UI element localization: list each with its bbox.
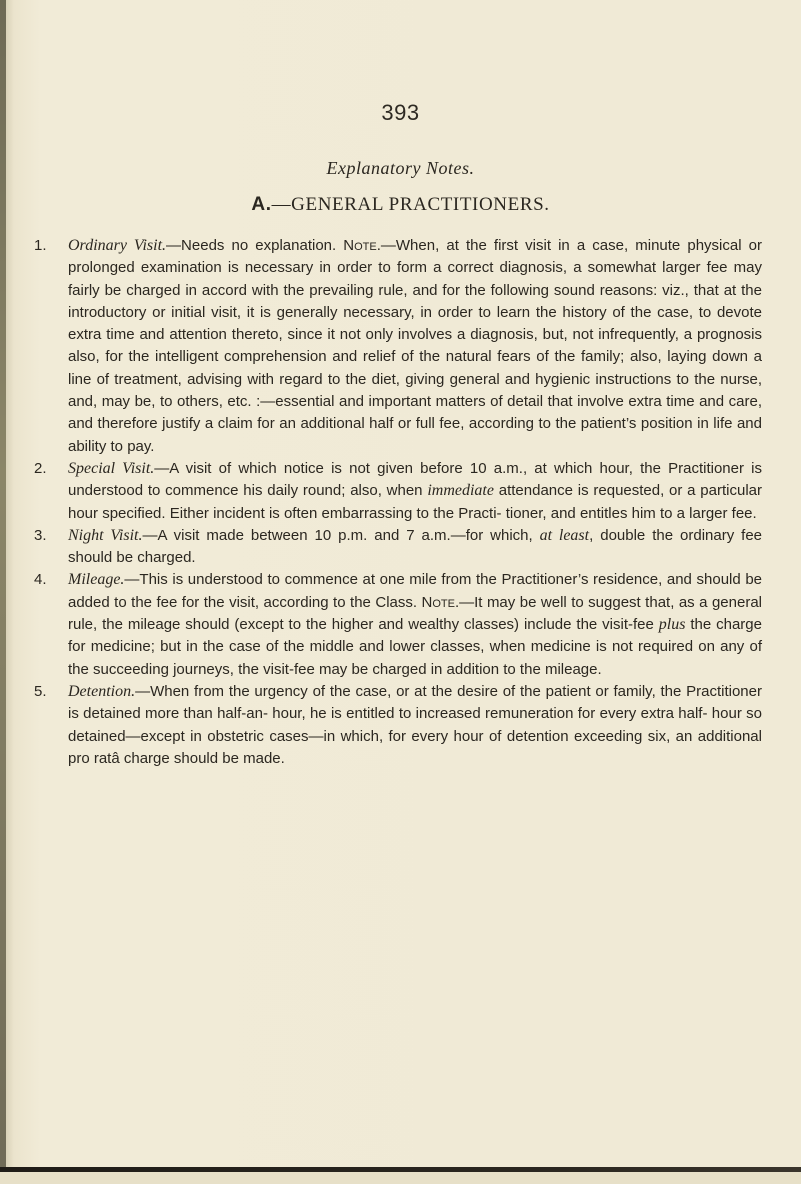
note-item bbox=[34, 235, 762, 458]
note-text: —This is understood to commence at one mile from the Practitioner’s residence, and should be added to the fee for the visit, according to the Class. bbox=[68, 571, 762, 611]
note-text: attendance is requested, or a particular hour specified. Either incident is often embarrassing to the Practi- tioner, and entitles him to a larger fee. bbox=[68, 482, 762, 522]
note-title: Special Visit. bbox=[68, 459, 155, 477]
page-number: 393 bbox=[381, 100, 420, 125]
note-label: Note bbox=[343, 237, 377, 254]
note-title: Detention. bbox=[68, 682, 136, 700]
section-heading bbox=[0, 194, 801, 216]
note-title: Ordinary Visit. bbox=[68, 237, 167, 254]
page-title: Explanatory Notes. bbox=[326, 158, 475, 178]
note-number: 1. bbox=[34, 237, 47, 254]
note-item bbox=[34, 525, 763, 570]
note-text: .—When, at the first visit in a case, minute physical or prolonged examination is necessary in order to form a correct diagnosis, a somewhat larger fee may fairly be charged in accord with the prevailing rule, and for the following sound reasons: viz., that at the introductory or initial visit, it is generally necessary, in order to learn the history of the case, to devote extra time and attention thereto, since it not only involves a diagnosis, but, not infrequently, a prognosis also, for the intelligent comprehension and relief of the natural fears of the family; also, laying down a line of treatment, advising with regard to the diet, giving general and hygienic instructions to the nurse, and, may be, to others, etc. :—essential and important matters of detail that involve extra time and care, and therefore justify a claim for an additional half or full fee, according to the patient’s position in life and ability to pay. bbox=[68, 237, 762, 455]
note-item bbox=[34, 681, 762, 770]
note-item bbox=[34, 569, 762, 680]
explanatory-notes-list bbox=[0, 235, 801, 770]
emphasis-text: immediate bbox=[427, 482, 494, 500]
note-text: .—It may be well to suggest that, as a general rule, the mileage should (except to the higher and wealthy classes) include the visit-fee bbox=[68, 593, 762, 634]
note-label: Note bbox=[421, 593, 455, 611]
note-title: Mileage. bbox=[68, 571, 125, 589]
emphasis-text: at least bbox=[539, 526, 590, 544]
emphasis-text: plus bbox=[658, 616, 686, 634]
note-text: , double the ordinary fee should be charged. bbox=[68, 526, 763, 567]
section-title: —GENERAL PRACTITIONERS. bbox=[271, 194, 550, 215]
note-text: —When from the urgency of the case, or at the desire of the patient or family, the Practitioner is detained more than half-an- hour, he is entitled to increased remuneration for every extra half- hour so detained—except in obstetric cases—in which, for every hour of detention exceeding six, an additional pro ratâ charge should be made. bbox=[68, 682, 762, 767]
note-text: —A visit of which notice is not given before 10 a.m., at which hour, the Practitioner is understood to commence his daily round; also, when bbox=[68, 459, 762, 500]
note-title: Night Visit. bbox=[68, 526, 143, 544]
note-item bbox=[34, 458, 762, 525]
note-number: 2. bbox=[34, 459, 47, 477]
section-letter: A. bbox=[251, 194, 272, 215]
note-number: 3. bbox=[34, 526, 47, 544]
note-number: 5. bbox=[34, 682, 47, 700]
note-text: the charge for medicine; but in the case of the middle and lower classes, when medicine is not required on any of the succeeding journeys, the visit-fee may be charged in addition to the mileage. bbox=[68, 616, 762, 678]
note-text: —Needs no explanation. bbox=[166, 237, 344, 254]
note-text: —A visit made between 10 p.m. and 7 a.m.—for which, bbox=[142, 526, 540, 544]
note-number: 4. bbox=[34, 571, 47, 589]
page-bottom-margin bbox=[0, 1172, 801, 1184]
